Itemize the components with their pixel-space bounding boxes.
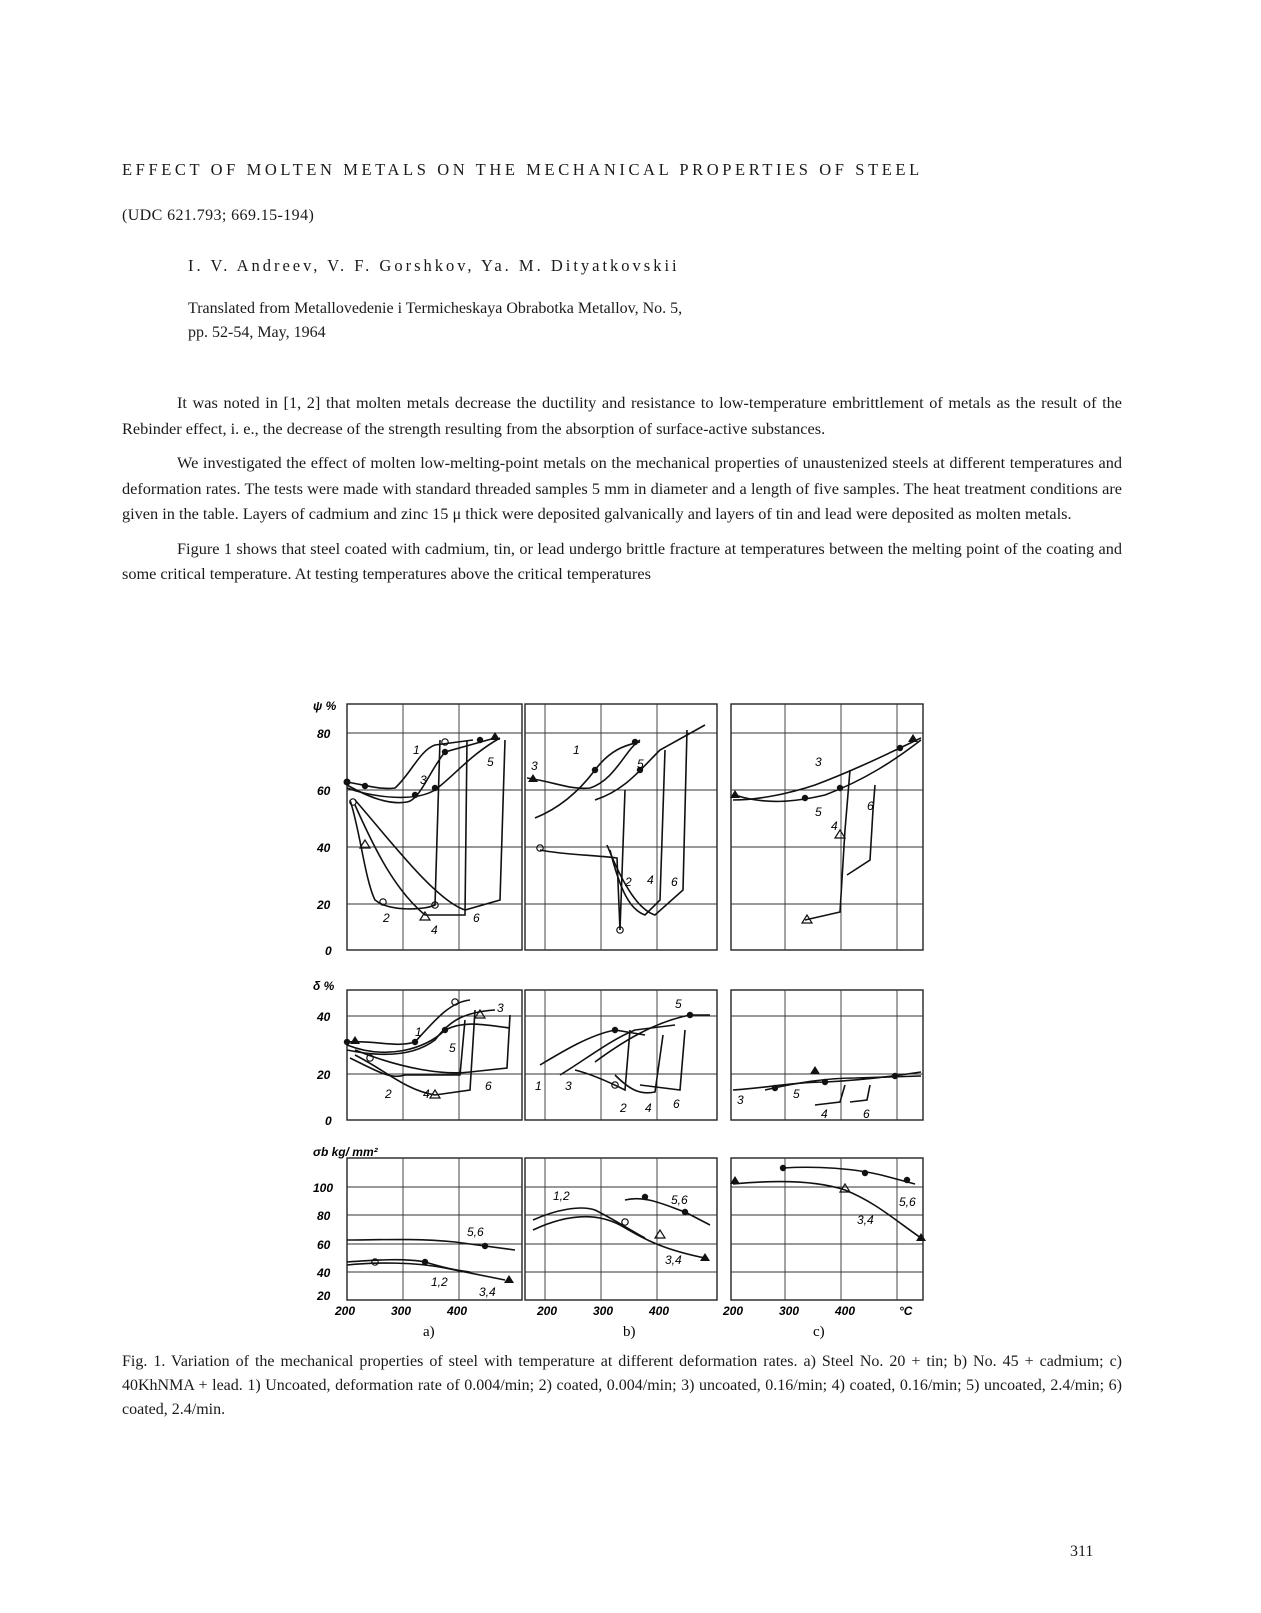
curve-c-delta-4 (815, 1085, 845, 1105)
curve-label: 3 (497, 1001, 504, 1015)
curve-label: 6 (485, 1079, 492, 1093)
curve-label: 1,2 (553, 1189, 570, 1203)
panel-c-psi-frame (731, 704, 923, 950)
translation-line-2: pp. 52-54, May, 1964 (188, 324, 326, 341)
curve-label: 6 (867, 799, 874, 813)
curve-label: 6 (863, 1107, 870, 1121)
figure-caption: Fig. 1. Variation of the mechanical properties of steel with temperature at different deformation rates. a) Steel No. 20 + tin; b) No. 45 + cadmium; c) 40KhNMA + lead. 1) Uncoated, deformation rate of 0.004/min; 2) coated, 0.004/min; 3) uncoated, 0.16/min; 4) coated, 0.16/min; 5) uncoated, 2.4/min; 6) coated, 2.4/min. (122, 1353, 1122, 1418)
x-tick-c: 200 (723, 1304, 744, 1318)
curve-label: 5,6 (899, 1195, 916, 1209)
curve-label: 6 (473, 911, 480, 925)
curve-label: 3,4 (479, 1285, 496, 1299)
curve-label: 3 (737, 1093, 744, 1107)
curve-label: 3 (815, 755, 822, 769)
curve-label: 5 (793, 1087, 800, 1101)
curve-label: 2 (625, 875, 632, 889)
curve-label: 5 (675, 997, 682, 1011)
paragraph-2: We investigated the effect of molten low-melting-point metals on the mechanical properties of unaustenized steels at different temperatures and deformation rates. The tests were made with standard threaded samples 5 mm in diameter and a length of five samples. The heat treatment conditions are given in the table. Layers of cadmium and zinc 15 μ thick were deposited galvanically and layers of tin and lead were deposited as molten metals. (122, 453, 1122, 523)
unit-label: °C (899, 1304, 913, 1318)
psi-tick: 40 (317, 841, 331, 855)
paragraph-1: It was noted in [1, 2] that molten metals decrease the ductility and resistance to low-temperature embrittlement of metals as the result of the Rebinder effect, i. e., the decrease of the strength resulting from the absorption of surface-active substances. (122, 393, 1122, 438)
curve-a-delta-4 (355, 1010, 475, 1095)
delta-tick: 20 (317, 1068, 331, 1082)
panel-label-b: b) (623, 1324, 636, 1340)
curve-label: 6 (673, 1097, 680, 1111)
curve-label: 5 (637, 757, 644, 771)
curve-label: 3 (531, 759, 538, 773)
curve-label: 1 (573, 743, 580, 757)
curve-c-psi-4 (805, 770, 850, 920)
curve-label: 4 (831, 819, 838, 833)
curve-label: 3,4 (857, 1213, 874, 1227)
curve-label: 2 (383, 911, 390, 925)
psi-axis-label: ψ % (313, 699, 337, 713)
curve-label: 1 (413, 743, 420, 757)
curve-a-psi-1 (347, 740, 473, 788)
curve-label: 1 (415, 1025, 422, 1039)
sigma-axis-label: σb kg/ mm² (313, 1145, 378, 1159)
curve-a-psi-4 (355, 740, 467, 915)
curve-label: 4 (821, 1107, 828, 1121)
authors: I. V. Andreev, V. F. Gorshkov, Ya. M. Dityatkovskii (188, 256, 680, 275)
curve-label: 5 (815, 805, 822, 819)
delta-axis-label: δ % (313, 979, 335, 993)
x-tick-c: 300 (779, 1304, 800, 1318)
figure-1 (295, 690, 945, 1350)
curve-b-sigma-56 (625, 1199, 710, 1225)
curve-label: 5 (449, 1041, 456, 1055)
curve-label: 5,6 (671, 1193, 688, 1207)
panel-b-sigma-frame (525, 1158, 717, 1300)
delta-tick: 40 (317, 1010, 331, 1024)
psi-tick: 20 (317, 898, 331, 912)
curve-label: 5,6 (467, 1225, 484, 1239)
x-tick-a: 300 (391, 1304, 412, 1318)
translation-note (188, 297, 908, 345)
x-tick-b: 400 (649, 1304, 670, 1318)
x-tick-a: 400 (447, 1304, 468, 1318)
curve-a-sigma-56 (347, 1240, 515, 1251)
panel-c-sigma-frame (731, 1158, 923, 1300)
curve-label: 6 (671, 875, 678, 889)
panel-a-delta-frame (347, 990, 522, 1120)
curve-a-sigma-12 (347, 1260, 470, 1272)
curve-label: 3,4 (665, 1253, 682, 1267)
curve-b-delta-5 (595, 1015, 710, 1062)
delta-tick: 0 (325, 1114, 332, 1128)
curve-label: 3 (565, 1079, 572, 1093)
curve-label: 4 (645, 1101, 652, 1115)
curve-a-psi-3 (347, 738, 495, 803)
curve-label: 1,2 (431, 1275, 448, 1289)
sigma-tick: 60 (317, 1238, 331, 1252)
body-text (122, 390, 1122, 596)
curve-label: 5 (487, 755, 494, 769)
psi-tick: 0 (325, 944, 332, 958)
x-tick-b: 300 (593, 1304, 614, 1318)
curve-label: 1 (535, 1079, 542, 1093)
psi-tick: 60 (317, 784, 331, 798)
sigma-tick: 20 (317, 1289, 331, 1303)
curve-label: 4 (647, 873, 654, 887)
curve-c-psi-5 (735, 740, 921, 801)
x-tick-a: 200 (335, 1304, 356, 1318)
x-tick-c: 400 (835, 1304, 856, 1318)
curve-label: 3 (420, 773, 427, 787)
sigma-tick: 80 (317, 1209, 331, 1223)
curve-label: 4 (431, 923, 438, 937)
curve-a-psi-6 (355, 740, 505, 910)
curve-c-delta-6 (850, 1085, 870, 1102)
page-number: 311 (1070, 1543, 1094, 1560)
paragraph-3: Figure 1 shows that steel coated with cadmium, tin, or lead undergo brittle fracture at temperatures between the melting point of the coating and some critical temperature. At testing temperatures above the critical temperatures (122, 538, 1122, 583)
curve-c-sigma-34 (733, 1182, 921, 1238)
udc-code: (UDC 621.793; 669.15-194) (122, 207, 315, 224)
curve-label: 2 (620, 1101, 627, 1115)
paper-title: EFFECT OF MOLTEN METALS ON THE MECHANICAL PROPERTIES OF STEEL (122, 160, 923, 179)
panel-label-c: c) (813, 1324, 825, 1340)
curve-a-psi-5 (347, 738, 500, 797)
translation-line-1: Translated from Metallovedenie i Termicheskaya Obrabotka Metallov, No. 5, (188, 300, 683, 317)
curve-label: 2 (385, 1087, 392, 1101)
curve-c-sigma-56 (783, 1167, 915, 1184)
panel-c-delta-frame (731, 990, 923, 1120)
curve-label: 4 (423, 1087, 430, 1101)
curve-a-sigma-34 (347, 1263, 505, 1280)
curve-c-delta-5 (765, 1076, 921, 1090)
panel-label-a: a) (423, 1324, 435, 1340)
x-tick-b: 200 (537, 1304, 558, 1318)
curve-b-psi-5 (595, 725, 705, 800)
curve-c-psi-3 (733, 738, 921, 800)
sigma-tick: 100 (313, 1181, 334, 1195)
sigma-tick: 40 (317, 1266, 331, 1280)
psi-tick: 80 (317, 727, 331, 741)
